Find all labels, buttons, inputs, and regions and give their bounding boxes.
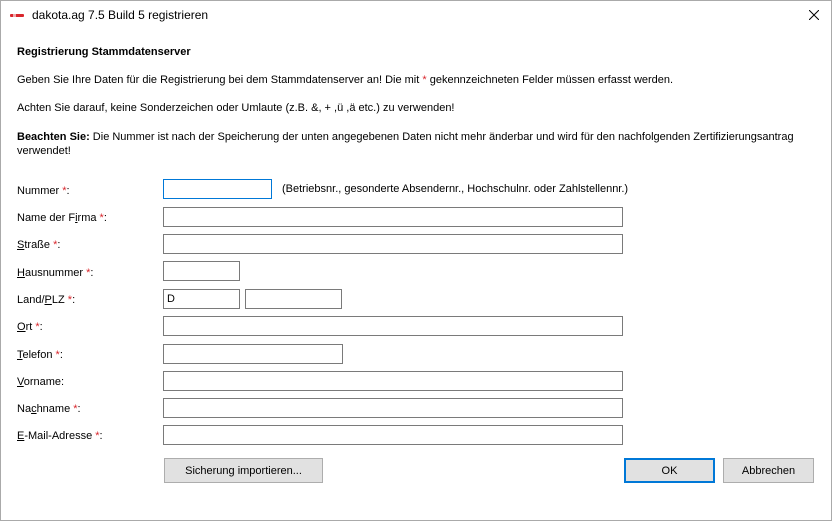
telefon-label: Telefon *: — [17, 349, 63, 361]
vorname-field[interactable] — [163, 371, 623, 391]
email-label: E-Mail-Adresse *: — [17, 430, 103, 442]
hausnummer-field[interactable] — [163, 261, 240, 281]
nummer-label: Nummer *: — [17, 185, 70, 197]
land-field[interactable] — [163, 289, 240, 309]
plz-field[interactable] — [245, 289, 342, 309]
firma-label: Name der Firma *: — [17, 212, 107, 224]
ok-button[interactable]: OK — [624, 458, 715, 483]
window-title: dakota.ag 7.5 Build 5 registrieren — [32, 8, 209, 22]
nummer-field[interactable] — [163, 179, 272, 199]
vorname-label: Vorname: — [17, 376, 65, 388]
email-field[interactable] — [163, 425, 623, 445]
close-icon — [809, 10, 819, 20]
intro-text: Geben Sie Ihre Daten für die Registrierung bei dem Stammdatenserver an! Die mit * gekennzeichneten Felder müssen erfasst werden. — [17, 74, 674, 86]
telefon-field[interactable] — [163, 344, 343, 364]
nummer-hint: (Betriebsnr., gesonderte Absendernr., Hochschulnr. oder Zahlstellennr.) — [282, 183, 629, 195]
strasse-field[interactable] — [163, 234, 623, 254]
land-plz-label: Land/PLZ *: — [17, 294, 76, 306]
firma-field[interactable] — [163, 207, 623, 227]
import-backup-button[interactable]: Sicherung importieren... — [164, 458, 323, 483]
special-chars-text: Achten Sie darauf, keine Sonderzeichen oder Umlaute (z.B. &, + ,ü ,ä etc.) zu verwenden! — [17, 102, 455, 114]
dakota-app-icon — [10, 13, 26, 18]
page-title: Registrierung Stammdatenserver — [17, 46, 191, 58]
nachname-label: Nachname *: — [17, 403, 81, 415]
note-text: Beachten Sie: Die Nummer ist nach der Speicherung der unten angegebenen Daten nicht mehr änderbar und wird für den nachfolgenden Zertifizierungsantrag verwendet! — [17, 131, 794, 157]
close-button[interactable] — [801, 3, 827, 27]
nachname-field[interactable] — [163, 398, 623, 418]
ort-label: Ort *: — [17, 321, 43, 333]
cancel-button[interactable]: Abbrechen — [723, 458, 814, 483]
ort-field[interactable] — [163, 316, 623, 336]
title-bar — [1, 1, 831, 31]
strasse-label: Straße *: — [17, 239, 61, 251]
hausnummer-label: Hausnummer *: — [17, 267, 94, 279]
